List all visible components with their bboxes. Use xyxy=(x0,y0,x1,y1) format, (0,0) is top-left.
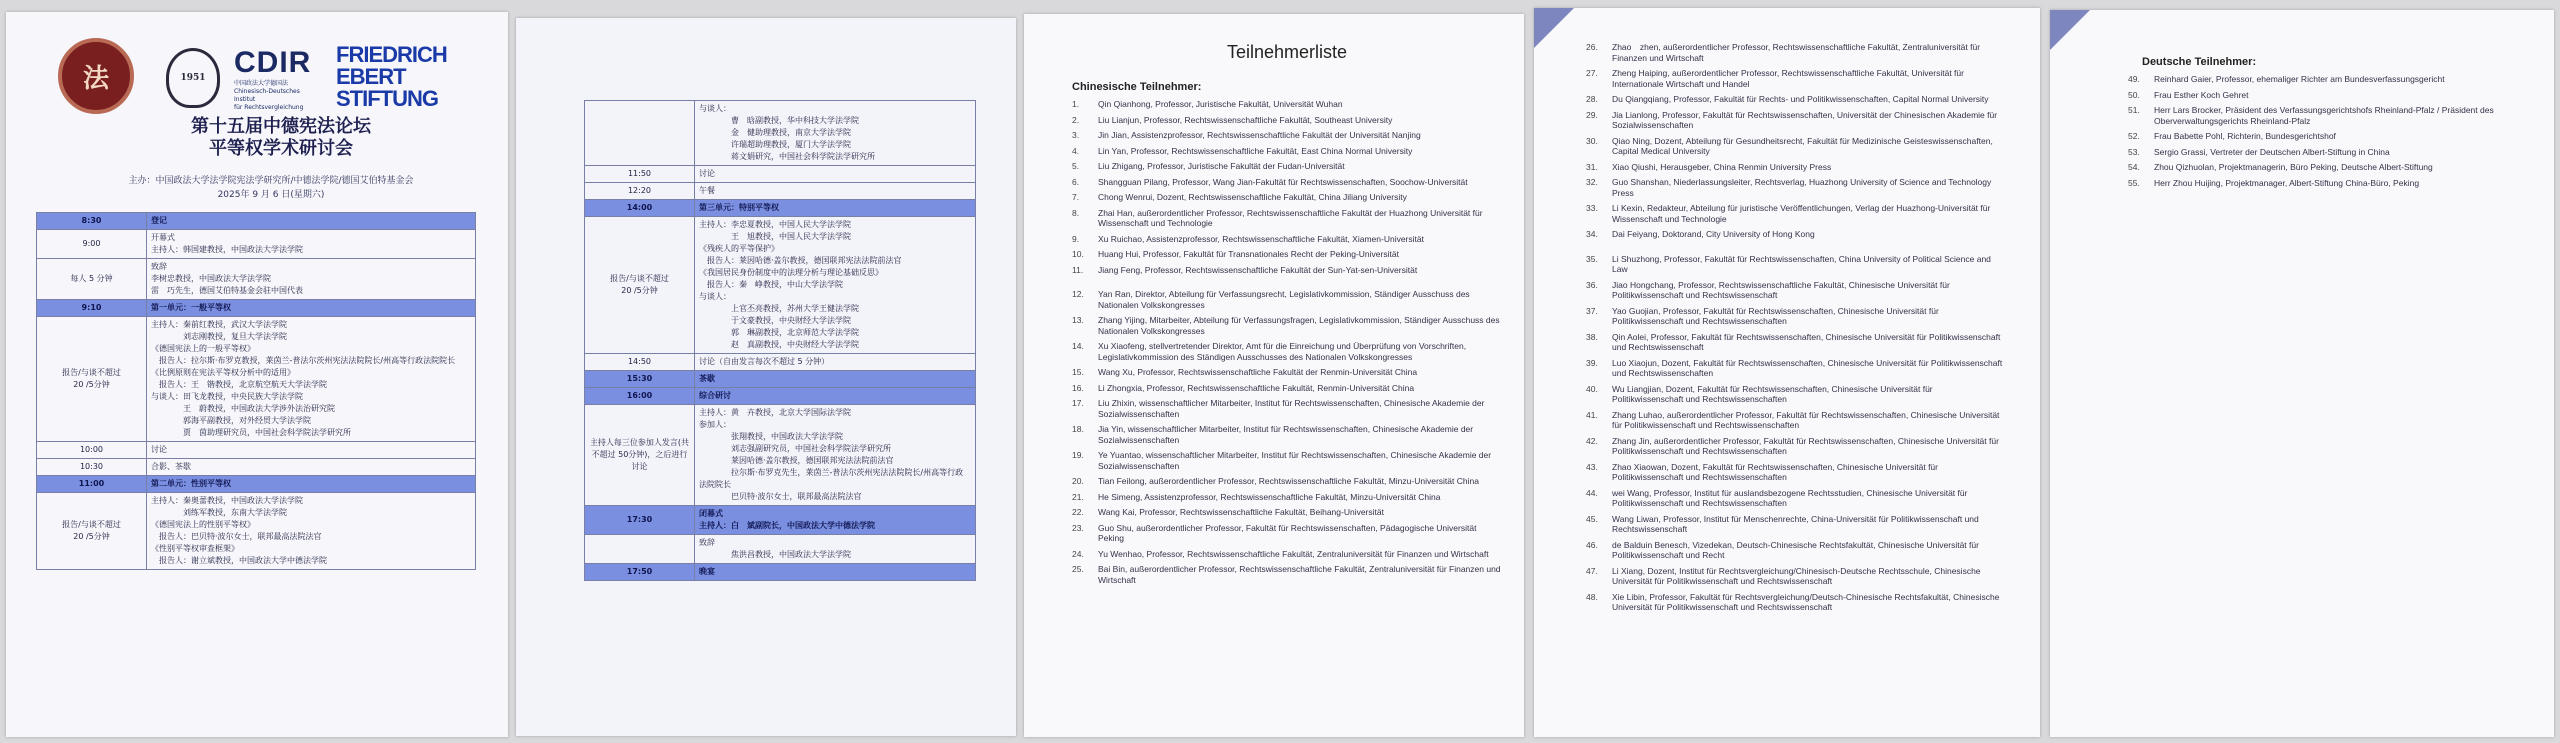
participant-text: Shangguan Pilang, Professor, Wang Jian-Fakultät für Rechtswissenschaften, Soochow-Universität xyxy=(1098,176,1468,187)
participant-item xyxy=(1072,492,1502,503)
schedule-time: 14:50 xyxy=(585,354,695,371)
participant-number: 16. xyxy=(1072,382,1084,393)
participant-number: 7. xyxy=(1072,192,1080,202)
schedule-time: 报告/与谈不超过 20 /5分钟 xyxy=(585,217,695,354)
program-page-1 xyxy=(6,12,508,737)
schedule-content: 合影、茶歇 xyxy=(147,459,476,476)
participant-text: Qin Aolei, Professor, Fakultät für Rechtswissenschaften, Chinesische Universität für Politikwissenschaft und Rechtswissenschaft xyxy=(1612,331,2001,352)
participant-text: Jin Jian, Assistenzprofessor, Rechtswissenschaftliche Fakultät der Universität Nanjing xyxy=(1098,130,1421,140)
participant-item xyxy=(1072,523,1502,544)
participant-list xyxy=(1586,42,2006,613)
schedule-time: 11:50 xyxy=(585,166,695,183)
participant-text: Qiao Ning, Dozent, Abteilung für Gesundheitsrecht, Fakultät für Medizinische Geisteswissenschaften, Capital Medical University xyxy=(1612,135,1993,156)
participant-text: Frau Esther Koch Gehret xyxy=(2154,89,2249,100)
participant-item xyxy=(1586,462,2006,483)
schedule-time: 11:00 xyxy=(37,476,147,493)
participant-item xyxy=(1586,436,2006,457)
schedule-row xyxy=(585,564,976,581)
schedule-row xyxy=(585,183,976,200)
participant-item xyxy=(1072,476,1502,487)
participant-item xyxy=(1072,115,1502,126)
participant-text: Li Kexin, Redakteur, Abteilung für juristische Veröffentlichungen, Verlag der Huazhong-Universität für Wissenschaft und Technologie xyxy=(1612,203,1991,224)
participant-number: 11. xyxy=(1072,264,1084,275)
participant-text: wei Wang, Professor, Institut für auslandsbezogene Rechtsstudien, Chinesische Universität für Politikwissenschaft und Rechtswissenschaften xyxy=(1612,487,1968,508)
schedule-content: 主持人：秦前红教授，武汉大学法学院 刘志刚教授，复旦大学法学院 《德国宪法上的一般平等权》 报告人：拉尔斯·布罗克教授，莱茵兰-普法尔茨州宪法法院院长/州高等行政法院院长 《比例原则在宪法平等权分析中的适用》 报告人：王 锴教授，北京航空航天大学法学院 与谈人：田飞龙教授，中央民族大学法学院 王 蔚教授，中国政法大学涉外法治研究院 郭海平副教授，对外经贸大学法学院 贾 茵助理研究员，中国社会科学院法学研究所 xyxy=(147,317,476,442)
participant-text: Ye Yuantao, wissenschaftlicher Mitarbeiter, Institut für Rechtswissenschaften, Chinesische Akademie der Sozialwissenschaften xyxy=(1098,450,1492,471)
schedule-row xyxy=(37,459,476,476)
participant-number: 2. xyxy=(1072,114,1080,125)
schedule-content: 第一单元：一般平等权 xyxy=(147,300,476,317)
schedule-content: 致辞 李树忠教授，中国政法大学法学院 雷 巧先生，德国艾伯特基金会驻中国代表 xyxy=(147,259,476,300)
participant-number: 35. xyxy=(1586,253,1598,264)
participant-item xyxy=(2128,131,2548,142)
participant-number: 27. xyxy=(1586,68,1598,78)
participant-number: 44. xyxy=(1586,487,1598,498)
participant-text: Herr Lars Brocker, Präsident des Verfassungsgerichtshofs Rheinland-Pfalz / Präsident des Oberverwaltungsgerichts Rheinland-Pfalz xyxy=(2154,105,2494,126)
participant-number: 31. xyxy=(1586,161,1598,172)
participant-number: 32. xyxy=(1586,177,1598,187)
schedule-row xyxy=(585,371,976,388)
schedule-row xyxy=(585,388,976,405)
participant-text: He Simeng, Assistenzprofessor, Rechtswissenschaftliche Fakultät, Minzu-Universität China xyxy=(1098,491,1441,502)
participant-number: 52. xyxy=(2128,131,2140,141)
participant-item xyxy=(1586,254,2006,275)
participant-item xyxy=(1072,192,1502,203)
participant-item xyxy=(1072,549,1502,560)
cdir-logo: CDIR 中国政法大学德国法 Chinesisch-Deutsches Institut für Rechtsvergleichung xyxy=(234,46,312,111)
participant-text: Huang Hui, Professor, Fakultät für Transnationales Recht der Peking-Universität xyxy=(1098,249,1399,259)
participant-number: 54. xyxy=(2128,162,2140,172)
participant-number: 50. xyxy=(2128,89,2140,100)
participant-text: Zhang Luhao, außerordentlicher Professor, Fakultät für Rechtswissenschaften, Chinesische Universität für Politikwissenschaft und Rechtswissenschaften xyxy=(1612,409,2000,430)
participant-text: Li Xiang, Dozent, Institut für Rechtsvergleichung/Chinesisch-Deutsche Rechtsschule, Chinesische Universität für Politikwissenschaft und Rechtswissenschaft xyxy=(1612,565,1981,586)
schedule-row xyxy=(37,300,476,317)
participant-number: 39. xyxy=(1586,357,1598,368)
schedule-row xyxy=(585,506,976,535)
law-school-emblem-logo: 1951 xyxy=(166,48,220,108)
schedule-content: 第二单元：性别平等权 xyxy=(147,476,476,493)
participant-text: Zhang Yijing, Mitarbeiter, Abteilung für Verfassungsfragen, Legislativkommission, Ständiger Ausschuss des Nationalen Volkskongresses xyxy=(1098,315,1500,336)
participant-text: Yan Ran, Direktor, Abteilung für Verfassungsrecht, Legislativkommission, Ständiger Ausschuss des Nationalen Volkskongresses xyxy=(1098,289,1470,310)
participant-item xyxy=(1586,42,2006,63)
participant-number: 46. xyxy=(1586,539,1598,550)
participant-item xyxy=(1586,306,2006,327)
participant-text: Chong Wenrui, Dozent, Rechtswissenschaftliche Fakultät, China Jiliang University xyxy=(1098,192,1407,202)
participant-text: Jiao Hongchang, Professor, Rechtswissenschaftliche Fakultät, Chinesische Universität für Politikwissenschaft und Rechtswissenschaft xyxy=(1612,279,1950,300)
schedule-content: 开幕式 主持人：韩国建教授，中国政法大学法学院 xyxy=(147,230,476,259)
chinese-participants-heading: Chinesische Teilnehmer: xyxy=(1072,81,1202,93)
participant-text: Zhang Jin, außerordentlicher Professor, Fakultät für Rechtswissenschaften, Chinesische Universität für Politikwissenschaft und Rechtswissenschaften xyxy=(1612,435,1999,456)
schedule-time: 主持人每三位参加人发言(共不超过 50分钟)，之后进行讨论 xyxy=(585,405,695,506)
schedule-time: 每人 5 分钟 xyxy=(37,259,147,300)
participant-item xyxy=(1072,341,1502,362)
participant-item xyxy=(1586,410,2006,431)
participant-item xyxy=(2128,74,2548,85)
schedule-time: 17:30 xyxy=(585,506,695,535)
participant-number: 8. xyxy=(1072,207,1080,218)
participant-number: 15. xyxy=(1072,367,1084,377)
participant-text: Li Shuzhong, Professor, Fakultät für Rechtswissenschaften, China University of Political Science and Law xyxy=(1612,253,1991,274)
participant-item xyxy=(1072,564,1502,585)
schedule-time: 9:10 xyxy=(37,300,147,317)
participant-number: 33. xyxy=(1586,203,1598,213)
schedule-row xyxy=(585,166,976,183)
schedule-content: 闭幕式 主持人：白 斌副院长，中国政法大学中德法学院 xyxy=(695,506,976,535)
participant-text: Guo Shu, außerordentlicher Professor, Fakultät für Rechtswissenschaften, Pädagogische Universität Peking xyxy=(1098,522,1477,543)
participant-item xyxy=(1072,265,1502,276)
participant-text: de Balduin Benesch, Vizedekan, Deutsch-Chinesische Rechtsfakultät, Chinesische Universität für Politikwissenschaft und Recht xyxy=(1612,539,1979,560)
participant-item xyxy=(1586,592,2006,613)
schedule-row xyxy=(585,200,976,217)
schedule-content: 第三单元：特别平等权 xyxy=(695,200,976,217)
page-corner-fold xyxy=(1534,8,1574,48)
schedule-time: 14:00 xyxy=(585,200,695,217)
schedule-content: 登记 xyxy=(147,213,476,230)
schedule-table-1 xyxy=(36,212,476,570)
schedule-time xyxy=(585,535,695,564)
host-info: 主办：中国政法大学法学院宪法学研究所/中德法学院/德国艾伯特基金会 2025年 9 月 6 日(星期六) xyxy=(128,176,414,200)
participant-number: 41. xyxy=(1586,409,1598,420)
participant-number: 23. xyxy=(1072,522,1084,533)
participant-item xyxy=(1072,507,1502,518)
participant-text: Bai Bin, außerordentlicher Professor, Rechtswissenschaftliche Fakultät, Zentraluniversität für Finanzen und Wirtschaft xyxy=(1098,564,1501,585)
participant-text: Zhao zhen, außerordentlicher Professor, Rechtswissenschaftliche Fakultät, Zentraluniversität für Finanzen und Wirtschaft xyxy=(1612,42,1981,63)
schedule-time: 8:30 xyxy=(37,213,147,230)
schedule-time: 16:00 xyxy=(585,388,695,405)
schedule-time: 15:30 xyxy=(585,371,695,388)
participant-text: Jia Lianlong, Professor, Fakultät für Rechtswissenschaften, Universität der Chinesischen Akademie für Sozialwissenschaften xyxy=(1612,109,1998,130)
participant-item xyxy=(1072,383,1502,394)
participant-number: 25. xyxy=(1072,564,1084,574)
participant-text: Xie Libin, Professor, Fakultät für Rechtsvergleichung/Deutsch-Chinesische Rechtsfakultät, Chinesische Universität für Politikwissenschaft und Rechtswissenschaft xyxy=(1612,591,2000,612)
schedule-row xyxy=(37,213,476,230)
university-seal-logo: 法 xyxy=(58,38,134,114)
schedule-time: 10:00 xyxy=(37,442,147,459)
participant-text: Qin Qianhong, Professor, Juristische Fakultät, Universität Wuhan xyxy=(1098,99,1343,109)
participant-item xyxy=(1586,162,2006,173)
fes-logo: FRIEDRICH EBERT STIFTUNG xyxy=(336,42,447,111)
participant-text: Luo Xiaojun, Dozent, Fakultät für Rechtswissenschaften, Chinesische Universität für Politikwissenschaft und Rechtswissenschaften xyxy=(1612,357,2003,378)
participant-item xyxy=(1072,289,1502,310)
forum-title: 第十五届中德宪法论坛 平等权学术研讨会 xyxy=(191,116,371,159)
participant-number: 18. xyxy=(1072,424,1084,434)
participant-number: 36. xyxy=(1586,279,1598,290)
participant-text: Yao Guojian, Professor, Fakultät für Rechtswissenschaften, Chinesische Universität für Politikwissenschaft und Rechtswissenschaften xyxy=(1612,305,1939,326)
participant-text: Lin Yan, Professor, Rechtswissenschaftliche Fakultät, East China Normal University xyxy=(1098,145,1413,156)
schedule-content: 主持人：黄 卉教授，北京大学国际法学院 参加人： 张翔教授，中国政法大学法学院 刘志强副研究员，中国社会科学院法学研究所 莱因哈德·盖尔教授，德国联邦宪法法院前法官 拉尔斯·布罗克先生，莱茵兰-普法尔茨州宪法法院院长/州高等行政法院院长 巴贝特·波尔女士，联邦最高法院法官 xyxy=(695,405,976,506)
participant-number: 9. xyxy=(1072,233,1080,244)
participant-item xyxy=(1586,229,2006,240)
participant-list-title: Teilnehmerliste xyxy=(1226,42,1348,62)
schedule-row xyxy=(585,354,976,371)
schedule-content: 讨论 xyxy=(147,442,476,459)
participant-text: Dai Feiyang, Doktorand, City University of Hong Kong xyxy=(1612,229,1815,239)
participant-text: Liu Zhigang, Professor, Juristische Fakultät der Fudan-Universität xyxy=(1098,161,1345,171)
participant-text: Frau Babette Pohl, Richterin, Bundesgerichtshof xyxy=(2154,131,2336,141)
participant-number: 13. xyxy=(1072,315,1084,325)
participant-number: 45. xyxy=(1586,513,1598,524)
participant-text: Wang Liwan, Professor, Institut für Menschenrechte, China-Universität für Politikwissenschaft und Rechtswissenschaft xyxy=(1612,513,1979,534)
participant-number: 21. xyxy=(1072,491,1084,502)
participant-item xyxy=(1586,384,2006,405)
participant-text: Jiang Feng, Professor, Rechtswissenschaftliche Fakultät der Sun-Yat-sen-Universität xyxy=(1098,264,1418,275)
participant-number: 37. xyxy=(1586,305,1598,316)
participant-number: 19. xyxy=(1072,450,1084,460)
participant-item xyxy=(1072,208,1502,229)
participant-item xyxy=(1072,450,1502,471)
participant-item xyxy=(1072,130,1502,141)
participant-number: 6. xyxy=(1072,176,1080,187)
participant-text: Reinhard Gaier, Professor, ehemaliger Richter am Bundesverfassungsgericht xyxy=(2154,74,2445,84)
participant-text: Wu Liangjian, Dozent, Fakultät für Rechtswissenschaften, Chinesische Universität für Politikwissenschaft und Rechtswissenschaften xyxy=(1612,383,1933,404)
participant-item xyxy=(2128,178,2548,189)
participant-text: Wang Kai, Professor, Rechtswissenschaftliche Fakultät, Beihang-Universität xyxy=(1098,507,1384,517)
page-corner-fold xyxy=(2050,10,2090,50)
participant-item xyxy=(1586,358,2006,379)
participant-item xyxy=(1586,488,2006,509)
schedule-content: 讨论 xyxy=(695,166,976,183)
schedule-row xyxy=(37,442,476,459)
participant-item xyxy=(1586,540,2006,561)
schedule-row xyxy=(585,217,976,354)
participant-item xyxy=(1586,203,2006,224)
participant-number: 29. xyxy=(1586,109,1598,120)
participant-text: Zhai Han, außerordentlicher Professor, Rechtswissenschaftliche Fakultät der Huazhong Universität für Wissenschaft und Technologie xyxy=(1098,207,1483,228)
schedule-content: 综合研讨 xyxy=(695,388,976,405)
schedule-content: 与谈人： 曹 晗副教授，华中科技大学法学院 金 健助理教授，南京大学法学院 许瑞超助理教授，厦门大学法学院 蒋文娟研究，中国社会科学院法学研究所 xyxy=(695,101,976,166)
program-page-2 xyxy=(516,18,1016,736)
participant-text: Li Zhongxia, Professor, Rechtswissenschaftliche Fakultät, Renmin-Universität China xyxy=(1098,382,1415,393)
participant-text: Herr Zhou Huijing, Projektmanager, Albert-Stiftung China-Büro, Peking xyxy=(2154,177,2420,188)
participant-number: 42. xyxy=(1586,435,1598,446)
participant-number: 48. xyxy=(1586,591,1598,602)
participant-text: Xu Ruichao, Assistenzprofessor, Rechtswissenschaftliche Fakultät, Xiamen-Universität xyxy=(1098,233,1424,244)
participant-number: 28. xyxy=(1586,94,1598,104)
participant-text: Liu Zhixin, wissenschaftlicher Mitarbeiter, Institut für Rechtswissenschaften, Chinesische Akademie der Sozialwissenschaften xyxy=(1098,398,1485,419)
schedule-row xyxy=(37,476,476,493)
participant-number: 34. xyxy=(1586,229,1598,239)
participant-number: 43. xyxy=(1586,461,1598,472)
schedule-content: 茶歇 xyxy=(695,371,976,388)
participant-text: Guo Shanshan, Niederlassungsleiter, Rechtsverlag, Huazhong University of Science and Technology Press xyxy=(1612,177,1992,198)
participant-text: Yu Wenhao, Professor, Rechtswissenschaftliche Fakultät, Zentraluniversität für Finanzen und Wirtschaft xyxy=(1098,548,1489,559)
participant-number: 14. xyxy=(1072,341,1084,351)
participant-item xyxy=(1586,94,2006,105)
schedule-content: 主持人：秦奥蕾教授，中国政法大学法学院 刘练军教授，东南大学法学院 《德国宪法上的性别平等权》 报告人：巴贝特·波尔女士，联邦最高法院法官 《性别平等权审查框架》 报告人：谢立斌教授，中国政法大学中德法学院 xyxy=(147,493,476,570)
participant-item xyxy=(1072,234,1502,245)
schedule-time xyxy=(585,101,695,166)
participant-item xyxy=(2128,105,2548,126)
participant-item xyxy=(1072,398,1502,419)
schedule-time: 报告/与谈不超过 20 /5分钟 xyxy=(37,317,147,442)
schedule-time: 10:30 xyxy=(37,459,147,476)
participant-list xyxy=(1072,99,1502,585)
schedule-time: 报告/与谈不超过 20 /5分钟 xyxy=(37,493,147,570)
participant-text: Zhou Qizhuolan, Projektmanagerin, Büro Peking, Deutsche Albert-Stiftung xyxy=(2154,162,2433,172)
participant-item xyxy=(1072,315,1502,336)
participant-item xyxy=(1586,136,2006,157)
schedule-row xyxy=(37,230,476,259)
participant-text: Zheng Haiping, außerordentlicher Professor, Rechtswissenschaftliche Fakultät, Universität für Internationale Wirtschaft und Handel xyxy=(1612,68,1964,89)
german-participants-heading: Deutsche Teilnehmer: xyxy=(2142,56,2257,68)
schedule-time: 9:00 xyxy=(37,230,147,259)
participant-item xyxy=(1586,68,2006,89)
participant-text: Wang Xu, Professor, Rechtswissenschaftliche Fakultät der Renmin-Universität China xyxy=(1098,367,1418,377)
participant-item xyxy=(1586,514,2006,535)
participant-list-page-3 xyxy=(2050,10,2554,737)
participant-number: 4. xyxy=(1072,145,1080,156)
participant-text: Xu Xiaofeng, stellvertretender Direktor, Amt für die Einreichung und Überprüfung von Vorschriften, Legislativkommission des Ständigen Ausschusses des Nationalen Volkskongresses xyxy=(1098,341,1467,362)
schedule-row xyxy=(585,101,976,166)
participant-item xyxy=(1072,177,1502,188)
participant-number: 12. xyxy=(1072,289,1084,299)
schedule-content: 晚宴 xyxy=(695,564,976,581)
participant-item xyxy=(1586,177,2006,198)
participant-text: Liu Lianjun, Professor, Rechtswissenschaftliche Fakultät, Southeast University xyxy=(1098,114,1393,125)
participant-number: 51. xyxy=(2128,105,2140,115)
participant-number: 3. xyxy=(1072,130,1080,140)
participant-number: 40. xyxy=(1586,383,1598,394)
schedule-content: 致辞 焦洪昌教授，中国政法大学法学院 xyxy=(695,535,976,564)
schedule-content: 午餐 xyxy=(695,183,976,200)
participant-number: 10. xyxy=(1072,249,1084,259)
participant-item xyxy=(1072,146,1502,157)
participant-item xyxy=(1072,99,1502,110)
participant-number: 1. xyxy=(1072,99,1080,109)
participant-text: Zhao Xiaowan, Dozent, Fakultät für Rechtswissenschaften, Chinesische Universität für Politikwissenschaft und Rechtswissenschaften xyxy=(1612,461,1938,482)
schedule-content: 主持人：李忠夏教授，中国人民大学法学院 王 旭教授，中国人民大学法学院 《残疾人的平等保护》 报告人：莱因哈德·盖尔教授，德国联邦宪法法院前法官 《我国居民身份制度中的法理分析与理论基础反思》 报告人：秦 峥教授，中山大学法学院 与谈人： 上官丕亮教授，苏州大学王健法学院 于文豪教授，中央财经大学法学院 郭 琳副教授，北京师范大学法学院 赵 真副教授，中央财经大学法学院 xyxy=(695,217,976,354)
participant-item xyxy=(1586,280,2006,301)
participant-text: Tian Feilong, außerordentlicher Professor, Rechtswissenschaftliche Fakultät, Minzu-Universität China xyxy=(1098,476,1479,486)
schedule-table-2 xyxy=(584,100,976,581)
participant-list-page-2 xyxy=(1534,8,2040,737)
participant-item xyxy=(1072,249,1502,260)
participant-item xyxy=(1586,332,2006,353)
participant-number: 47. xyxy=(1586,565,1598,576)
participant-number: 26. xyxy=(1586,42,1598,52)
participant-item xyxy=(2128,162,2548,173)
schedule-content: 讨论（自由发言每次不超过 5 分钟） xyxy=(695,354,976,371)
participant-item xyxy=(1072,424,1502,445)
participant-item xyxy=(1072,367,1502,378)
participant-number: 22. xyxy=(1072,507,1084,517)
schedule-row xyxy=(585,405,976,506)
participant-item xyxy=(1586,566,2006,587)
participant-number: 24. xyxy=(1072,548,1084,559)
participant-number: 53. xyxy=(2128,146,2140,157)
schedule-row xyxy=(37,259,476,300)
schedule-row xyxy=(585,535,976,564)
participant-number: 30. xyxy=(1586,135,1598,146)
participant-text: Xiao Qiushi, Herausgeber, China Renmin University Press xyxy=(1612,161,1832,172)
schedule-row xyxy=(37,317,476,442)
participant-item xyxy=(2128,90,2548,101)
participant-number: 20. xyxy=(1072,476,1084,486)
schedule-row xyxy=(37,493,476,570)
participant-list xyxy=(2128,74,2548,188)
participant-number: 49. xyxy=(2128,74,2140,84)
participant-item xyxy=(2128,147,2548,158)
participant-text: Jia Yin, wissenschaftlicher Mitarbeiter, Institut für Rechtswissenschaften, Chinesische Akademie der Sozialwissenschaften xyxy=(1098,424,1474,445)
participant-number: 5. xyxy=(1072,161,1080,171)
participant-number: 55. xyxy=(2128,177,2140,188)
participant-item xyxy=(1072,161,1502,172)
participant-list-page-1 xyxy=(1024,14,1524,737)
participant-text: Du Qiangqiang, Professor, Fakultät für Rechts- und Politikwissenschaften, Capital Normal University xyxy=(1612,94,1989,104)
schedule-time: 12:20 xyxy=(585,183,695,200)
participant-item xyxy=(1586,110,2006,131)
participant-number: 38. xyxy=(1586,331,1598,342)
schedule-time: 17:50 xyxy=(585,564,695,581)
participant-number: 17. xyxy=(1072,398,1084,408)
participant-text: Sergio Grassi, Vertreter der Deutschen Albert-Stiftung in China xyxy=(2154,146,2390,157)
